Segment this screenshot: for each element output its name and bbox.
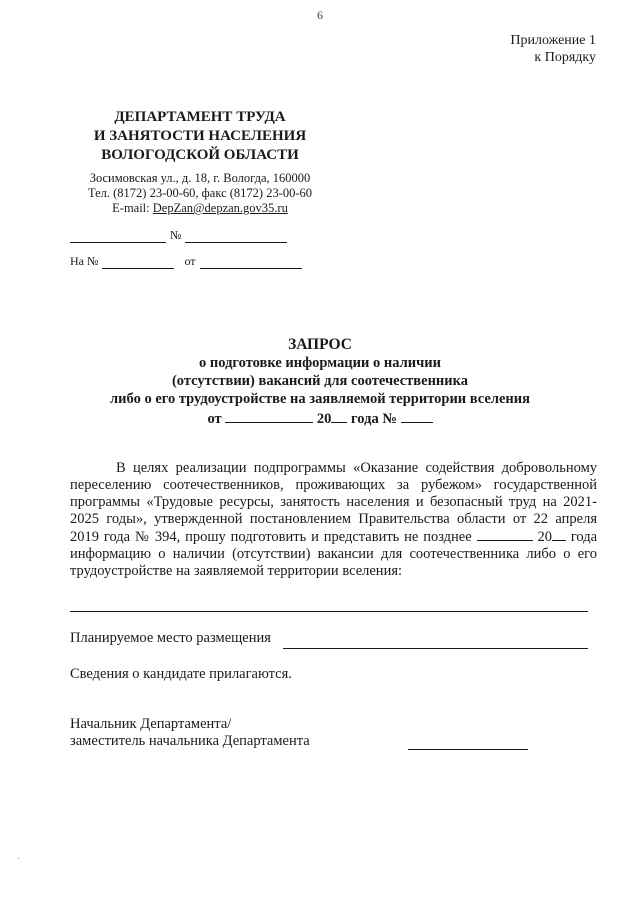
request-subtitle-1: о подготовке информации о наличии: [199, 355, 441, 371]
request-subtitle-3: либо о его трудоустройстве на заявляемой территории вселения: [110, 391, 530, 407]
request-body: [70, 460, 597, 580]
department-line-2: И ЗАНЯТОСТИ НАСЕЛЕНИЯ: [93, 128, 307, 144]
territory-blank-line[interactable]: [70, 611, 588, 612]
date-year-suffix: года №: [347, 411, 397, 427]
department-contacts: [70, 171, 330, 216]
request-heading: ЗАПРОС: [288, 336, 352, 353]
appendix-line-2: к Порядку: [534, 50, 596, 65]
department-address: Зосимовская ул., д. 18, г. Вологда, 160000: [89, 171, 311, 185]
scan-speck: [18, 858, 19, 859]
signatory-line-2: заместитель начальника Департамента: [70, 733, 310, 749]
appendix-reference: [510, 32, 596, 66]
date-from-label: от: [207, 411, 222, 427]
department-phone: Тел. (8172) 23-00-60, факс (8172) 23-00-60: [87, 186, 313, 200]
request-title: [0, 336, 640, 428]
date-blank[interactable]: [70, 230, 166, 243]
body-part-2: 20: [537, 529, 552, 545]
request-subtitle-2: (отсутствии) вакансий для соотечественника: [171, 373, 469, 389]
on-number-label: На №: [70, 254, 99, 268]
on-number-blank[interactable]: [102, 256, 174, 269]
department-name: [70, 108, 330, 165]
department-line-3: ВОЛОГОДСКОЙ ОБЛАСТИ: [101, 147, 299, 163]
email-link[interactable]: DepZan@depzan.gov35.ru: [152, 201, 288, 215]
signatory-line-1: Начальник Департамента/: [70, 716, 232, 732]
department-line-1: ДЕПАРТАМЕНТ ТРУДА: [114, 109, 286, 125]
signatory-block: [70, 716, 310, 750]
request-date-blank[interactable]: [225, 408, 313, 423]
appendix-line-1: Приложение 1: [510, 33, 596, 48]
number-label: №: [170, 228, 182, 242]
deadline-date-blank[interactable]: [477, 528, 533, 541]
signature-blank-line[interactable]: [408, 749, 528, 750]
deadline-year-blank[interactable]: [552, 528, 566, 541]
request-number-blank[interactable]: [401, 408, 433, 423]
page-number: 6: [317, 8, 323, 22]
request-date-line: [0, 408, 640, 428]
body-part-1: В целях реализации подпрограммы «Оказание содействия добровольному переселению соотечественников, проживающих за рубежом» государственной программы «Трудовые ресурсы, занятость населения и безопасный труд на 2021-2025 годы», утвержденной постановлением Правительства области от 22 апреля 2019 года № 394, прошу подготовить и представить не позднее: [70, 460, 597, 545]
date-year: 20: [316, 411, 332, 427]
from-label: от: [184, 254, 196, 268]
email-label: E-mail:: [112, 201, 153, 215]
incoming-reference: [70, 254, 302, 269]
number-blank[interactable]: [185, 230, 287, 243]
year-blank[interactable]: [331, 408, 347, 423]
from-date-blank[interactable]: [200, 256, 302, 269]
body-part-3: года информацию о наличии (отсутствии) вакансии для соотечественника либо о его трудоустройстве на заявляемой территории вселения:: [70, 529, 598, 579]
placement-label: Планируемое место размещения: [70, 630, 271, 646]
outgoing-reference: [70, 228, 287, 243]
attachment-note: Сведения о кандидате прилагаются.: [70, 666, 292, 682]
department-email-row: [70, 201, 330, 216]
placement-blank-line[interactable]: [283, 648, 588, 649]
